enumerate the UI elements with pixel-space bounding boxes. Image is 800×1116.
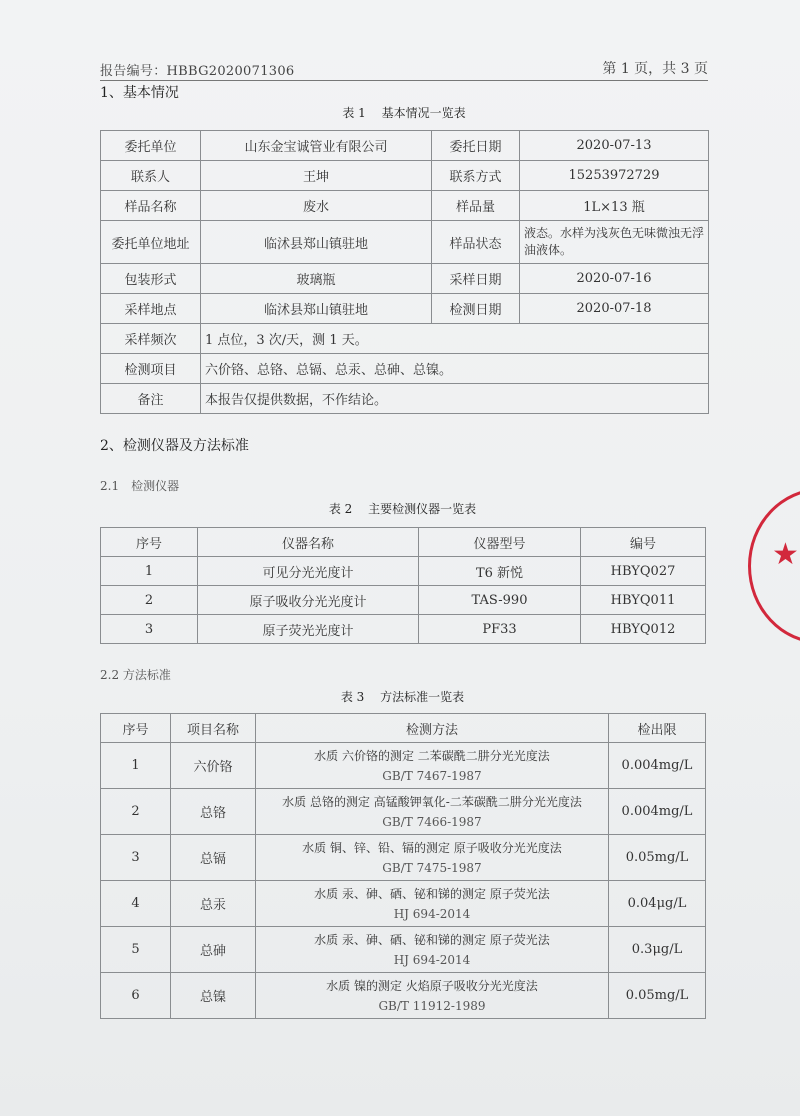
cell-name: 可见分光光度计 [198,557,419,586]
label-cell: 样品状态 [432,221,520,264]
label-cell: 包装形式 [101,264,201,294]
value-cell: 2020-07-13 [520,131,709,161]
method-code: GB/T 7475-1987 [382,860,482,875]
cell-model: T6 新悦 [419,557,581,586]
section-2-title: 2、检测仪器及方法标准 [100,438,249,454]
table-row [101,835,706,881]
method-name: 水质 汞、砷、硒、铋和锑的测定 原子荧光法 [314,886,550,901]
cell-item: 总砷 [171,927,256,973]
cell-item: 总铬 [171,789,256,835]
method-name: 水质 镍的测定 火焰原子吸收分光光度法 [326,978,538,993]
method-name: 水质 铜、锌、铅、镉的测定 原子吸收分光光度法 [302,840,562,855]
cell-limit: 0.004mg/L [609,743,706,789]
cell-method [256,789,609,835]
cell-limit: 0.05mg/L [609,835,706,881]
value-cell: 2020-07-16 [520,264,709,294]
label-cell: 备注 [101,384,201,414]
cell-limit: 0.05mg/L [609,973,706,1019]
value-cell: 山东金宝诚管业有限公司 [201,131,432,161]
table-row [101,615,706,644]
cell-model: PF33 [419,615,581,644]
cell-name: 原子荧光光度计 [198,615,419,644]
cell-no: 4 [101,881,171,927]
cell-no: 3 [101,835,171,881]
section-1-title: 1、基本情况 [100,85,179,101]
instrument-table [100,527,706,644]
table-row [101,191,709,221]
page-header [100,58,708,81]
method-code: GB/T 7466-1987 [382,814,482,829]
label-cell: 检测项目 [101,354,201,384]
method-code: GB/T 11912-1989 [378,998,486,1013]
value-cell: 玻璃瓶 [201,264,432,294]
value-cell: 临沭县郑山镇驻地 [201,294,432,324]
cell-method [256,927,609,973]
value-cell: 液态。水样为浅灰色无味微浊无浮油液体。 [520,221,709,264]
page-number: 第 1 页，共 3 页 [602,61,708,77]
method-code: HJ 694-2014 [393,952,471,967]
cell-item: 总镍 [171,973,256,1019]
label-cell: 委托日期 [432,131,520,161]
label-cell: 委托单位 [101,131,201,161]
value-cell: 王坤 [201,161,432,191]
label-cell: 联系人 [101,161,201,191]
label-cell: 采样频次 [101,324,201,354]
cell-id: HBYQ011 [581,586,706,615]
table-header-row [101,528,706,557]
cell-no: 2 [101,789,171,835]
cell-item: 六价铬 [171,743,256,789]
cell-no: 3 [101,615,198,644]
column-header: 检出限 [609,714,706,743]
basic-info-table [100,130,709,414]
table-1-caption: 表 1 基本情况一览表 [342,106,466,120]
table-row [101,789,706,835]
table-row [101,973,706,1019]
cell-item: 总汞 [171,881,256,927]
cell-no: 6 [101,973,171,1019]
seal-star-icon: ★ [772,537,799,572]
value-cell: 1L×13 瓶 [520,191,709,221]
label-cell: 检测日期 [432,294,520,324]
cell-item: 总镉 [171,835,256,881]
method-name: 水质 汞、砷、硒、铋和锑的测定 原子荧光法 [314,932,550,947]
column-header: 序号 [101,714,171,743]
cell-method [256,743,609,789]
table-row [101,586,706,615]
table-row [101,264,709,294]
table-2-caption: 表 2 主要检测仪器一览表 [328,502,477,516]
table-row [101,354,709,384]
table-3-caption: 表 3 方法标准一览表 [340,690,465,704]
column-header: 编号 [581,528,706,557]
method-code: HJ 694-2014 [393,906,471,921]
table-row [101,927,706,973]
report-number: 报告编号：HBBG2020071306 [100,64,295,79]
table-row [101,161,709,191]
cell-method [256,881,609,927]
label-cell: 采样地点 [101,294,201,324]
method-table [100,713,706,1019]
cell-id: HBYQ012 [581,615,706,644]
value-cell: 六价铬、总铬、总镉、总汞、总砷、总镍。 [201,354,709,384]
column-header: 检测方法 [256,714,609,743]
subsection-2-2-title: 2.2 方法标准 [100,668,171,682]
value-cell: 临沭县郑山镇驻地 [201,221,432,264]
label-cell: 采样日期 [432,264,520,294]
subsection-2-1-title: 2.1 检测仪器 [100,479,180,493]
cell-id: HBYQ027 [581,557,706,586]
table-row [101,131,709,161]
value-cell: 15253972729 [520,161,709,191]
value-cell: 1 点位，3 次/天，测 1 天。 [201,324,709,354]
column-header: 项目名称 [171,714,256,743]
label-cell: 联系方式 [432,161,520,191]
cell-no: 5 [101,927,171,973]
method-code: GB/T 7467-1987 [382,768,482,783]
value-cell: 废水 [201,191,432,221]
table-row [101,881,706,927]
table-row [101,743,706,789]
table-row [101,384,709,414]
cell-limit: 0.3μg/L [609,927,706,973]
cell-no: 1 [101,557,198,586]
cell-method [256,835,609,881]
column-header: 仪器名称 [198,528,419,557]
label-cell: 样品量 [432,191,520,221]
cell-no: 2 [101,586,198,615]
table-header-row [101,714,706,743]
cell-method [256,973,609,1019]
cell-model: TAS-990 [419,586,581,615]
value-cell: 本报告仅提供数据，不作结论。 [201,384,709,414]
table-row [101,221,709,264]
table-row [101,294,709,324]
cell-no: 1 [101,743,171,789]
cell-limit: 0.004mg/L [609,789,706,835]
value-cell: 2020-07-18 [520,294,709,324]
method-name: 水质 总铬的测定 高锰酸钾氧化-二苯碳酰二肼分光光度法 [282,794,582,809]
table-row [101,324,709,354]
column-header: 序号 [101,528,198,557]
cell-limit: 0.04μg/L [609,881,706,927]
column-header: 仪器型号 [419,528,581,557]
cell-name: 原子吸收分光光度计 [198,586,419,615]
method-name: 水质 六价铬的测定 二苯碳酰二肼分光光度法 [314,748,550,763]
label-cell: 样品名称 [101,191,201,221]
label-cell: 委托单位地址 [101,221,201,264]
table-row [101,557,706,586]
